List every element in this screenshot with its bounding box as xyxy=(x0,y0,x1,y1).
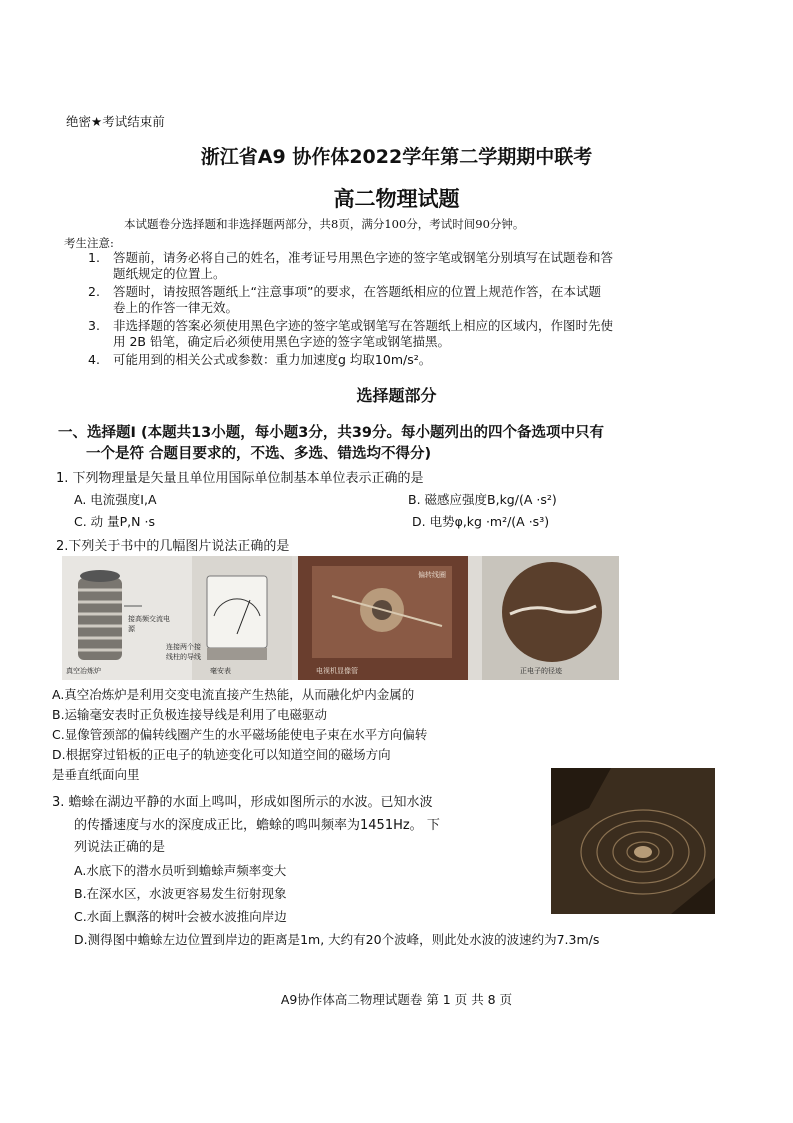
q1-option-d: D. 电势φ,kg ·m²/(A ·s³) xyxy=(412,514,550,529)
notice-item-2-line2: 卷上的作答一律无效。 xyxy=(113,300,239,315)
q2-figure-strip xyxy=(62,556,619,680)
notice-item-2-line1: 答题时，请按照答题纸上“注意事项”的要求，在答题纸相应的位置上规范作答，在本试题 xyxy=(113,284,601,299)
caption-yoke: 偏转线圈 xyxy=(418,571,446,579)
notice-label: 考生注意: xyxy=(64,236,114,250)
notice-item-1-line1: 答题前，请务必将自己的姓名，准考证号用黑色字迹的签字笔或钢笔分别填写在试题卷和答 xyxy=(113,250,614,265)
section-title: 选择题部分 xyxy=(356,386,437,405)
part1-heading-line2: 一个是符 合题目要求的，不选、多选、错选均不得分) xyxy=(86,446,432,462)
q3-stem-line1: 3. 蟾蜍在湖边平静的水面上鸣叫，形成如图所示的水波。已知水波 xyxy=(52,795,433,810)
q3-photo-illustration xyxy=(551,768,715,914)
caption-wire: 连接两个接线柱的导线 xyxy=(166,643,201,661)
notice-item-3 xyxy=(113,318,613,350)
exam-subtitle: 高二物理试题 xyxy=(333,187,460,211)
q2-option-d-line1: D.根据穿过铅板的正电子的轨迹变化可以知道空间的磁场方向 xyxy=(52,747,391,762)
notice-item-3-line1: 非选择题的答案必须使用黑色字迹的签字笔或钢笔写在答题纸上相应的区域内，作图时先使 xyxy=(113,318,614,333)
q2-stem: 2.下列关于书中的几幅图片说法正确的是 xyxy=(56,539,290,554)
notice-item-1-num: 1. xyxy=(88,250,100,265)
q3-option-a: A.水底下的潜水员听到蟾蜍声频率变大 xyxy=(74,863,287,878)
notice-item-1 xyxy=(113,250,613,282)
q3-option-d: D.测得图中蟾蜍左边位置到岸边的距离是1m, 大约有20个波峰，则此处水波的波速约为7.3m/s xyxy=(74,932,600,947)
q2-option-c: C.显像管颈部的偏转线圈产生的水平磁场能使电子束在水平方向偏转 xyxy=(52,727,428,742)
q3-option-b: B.在深水区，水波更容易发生衍射现象 xyxy=(74,886,287,901)
notice-item-3-line2: 用 2B 铅笔，确定后必须使用黑色字迹的签字笔或钢笔描黑。 xyxy=(113,334,450,349)
q3-toad-photo xyxy=(551,768,715,914)
q1-option-c: C. 动 量P,N ·s xyxy=(74,514,155,529)
caption-coil: 接高频交流电源 xyxy=(128,615,170,633)
page-footer: A9协作体高二物理试题卷 第 1 页 共 8 页 xyxy=(280,992,513,1007)
caption-meter: 毫安表 xyxy=(210,667,231,675)
q2-option-a: A.真空冶炼炉是利用交变电流直接产生热能，从而融化炉内金属的 xyxy=(52,687,415,702)
q3-stem-line3: 列说法正确的是 xyxy=(74,840,166,855)
caption-tv: 电视机显像管 xyxy=(316,667,358,675)
notice-item-2-num: 2. xyxy=(88,284,100,299)
notice-item-3-num: 3. xyxy=(88,318,100,333)
part1-heading-line1: 一、选择题Ⅰ (本题共13小题，每小题3分，共39分。每小题列出的四个备选项中只有 xyxy=(58,425,605,441)
q1-option-b: B. 磁感应强度B,kg/(A ·s²) xyxy=(408,492,557,507)
q1-option-a: A. 电流强度I,A xyxy=(74,492,157,507)
notice-item-1-line2: 题纸规定的位置上。 xyxy=(113,266,226,281)
confidential-mark: 绝密★考试结束前 xyxy=(66,114,165,129)
q3-option-c: C.水面上飘落的树叶会被水波推向岸边 xyxy=(74,909,287,924)
exam-intro: 本试题卷分选择题和非选择题两部分，共8页，满分100分，考试时间90分钟。 xyxy=(124,217,525,231)
q2-option-d-line2: 是垂直纸面向里 xyxy=(52,767,140,782)
notice-item-4-num: 4. xyxy=(88,352,100,367)
notice-item-2 xyxy=(113,284,601,316)
caption-furnace: 真空冶炼炉 xyxy=(66,667,101,675)
notice-item-4: 可能用到的相关公式或参数：重力加速度g 均取10m/s²。 xyxy=(113,352,432,367)
q2-option-b: B.运输毫安表时正负极连接导线是利用了电磁驱动 xyxy=(52,707,328,722)
q1-stem: 1. 下列物理量是矢量且单位用国际单位制基本单位表示正确的是 xyxy=(56,471,424,486)
exam-title: 浙江省A9 协作体2022学年第二学期期中联考 xyxy=(200,146,593,168)
caption-track: 正电子的径迹 xyxy=(520,667,562,675)
q3-stem-line2: 的传播速度与水的深度成正比，蟾蜍的鸣叫频率为1451Hz。 下 xyxy=(74,818,440,833)
